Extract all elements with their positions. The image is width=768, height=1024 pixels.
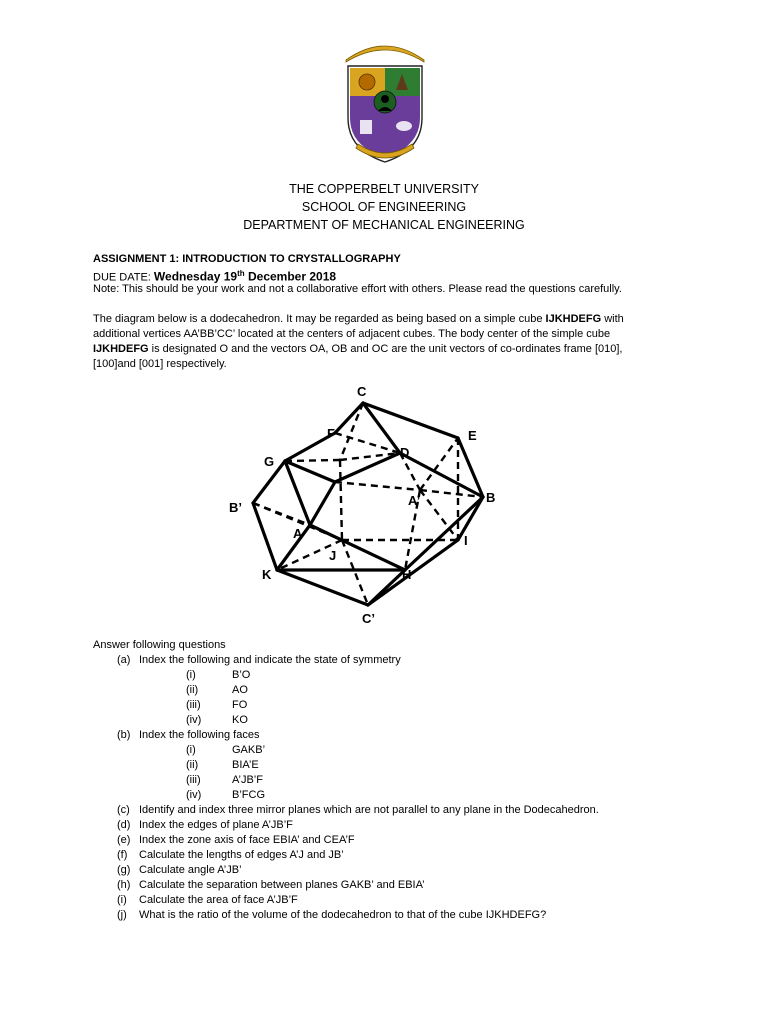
sub-item — [93, 713, 393, 728]
intro-cube-name-2: IJKHDEFG — [93, 343, 149, 355]
questions-intro: Answer following questions — [93, 639, 226, 651]
sub-item-value: B’O — [232, 669, 251, 681]
question-h — [93, 878, 713, 893]
intro-line-1c: with — [601, 313, 624, 325]
sub-item — [93, 668, 393, 683]
question-label: (h) — [117, 879, 131, 891]
question-label: (d) — [117, 819, 131, 831]
label-j: J — [329, 548, 337, 563]
sub-item-value: AO — [232, 684, 248, 696]
label-k: K — [262, 567, 272, 582]
sub-item — [93, 683, 393, 698]
question-text: Calculate the area of face A’JB’F — [139, 894, 298, 906]
intro-cube-name: IJKHDEFG — [545, 313, 602, 325]
question-text: Calculate the separation between planes GAKB’ and EBIA’ — [139, 879, 425, 891]
question-label: (c) — [117, 804, 130, 816]
question-label: (f) — [117, 849, 128, 861]
label-c-prime: C’ — [362, 611, 375, 626]
label-c: C — [357, 384, 367, 399]
intro-line-4: [100]and [001] respectively. — [93, 358, 227, 370]
sub-item-value: BIA’E — [232, 759, 259, 771]
question-text: Index the following faces — [139, 729, 260, 741]
school-name: SCHOOL OF ENGINEERING — [301, 200, 467, 214]
question-label: (b) — [117, 729, 131, 741]
sub-item — [93, 743, 393, 758]
sub-item-number: (iv) — [186, 789, 202, 801]
sub-item — [93, 698, 393, 713]
due-label: DUE DATE: — [93, 271, 154, 284]
label-i: I — [464, 533, 468, 548]
label-g: G — [264, 454, 275, 469]
university-crest-logo — [338, 40, 432, 166]
intro-line-3b: is designated O and the vectors OA, OB and OC are the unit vectors of co-ordinates frame [010], — [148, 343, 623, 355]
intro-line-2: additional vertices AA’BB’CC’ located at the centers of adjacent cubes. The body center of the simple cube — [93, 328, 611, 340]
label-b-prime: B’ — [229, 500, 242, 515]
sub-item-number: (ii) — [186, 759, 199, 771]
intro-line-3 — [93, 342, 622, 357]
intro-line-1a: The diagram below is a dodecahedron. It may be regarded as being based on a simple cube — [93, 313, 546, 325]
question-label: (j) — [117, 909, 127, 921]
label-e: E — [468, 428, 477, 443]
due-day: Wednesday 19 — [153, 269, 238, 284]
sub-item-value: GAKB’ — [232, 744, 266, 756]
sub-item-value: A’JB’F — [232, 774, 263, 786]
sub-item-number: (i) — [186, 669, 196, 681]
sub-item-value: FO — [232, 699, 248, 711]
assignment-title: ASSIGNMENT 1: INTRODUCTION TO CRYSTALLOGRAPHY — [93, 253, 401, 265]
label-d: D — [400, 445, 410, 460]
university-name: THE COPPERBELT UNIVERSITY — [289, 182, 479, 196]
sub-item-number: (ii) — [186, 684, 199, 696]
label-b: B — [486, 490, 496, 505]
sub-item — [93, 773, 393, 788]
intro-line-1 — [93, 312, 624, 327]
question-j — [93, 908, 713, 923]
question-label: (a) — [117, 654, 131, 666]
due-rest: December 2018 — [244, 269, 337, 284]
sub-item-value: B’FCG — [232, 789, 265, 801]
dodecahedron-diagram — [220, 380, 510, 630]
question-text: What is the ratio of the volume of the dodecahedron to that of the cube IJKHDEFG? — [139, 909, 547, 921]
question-d — [93, 818, 713, 833]
sub-item-number: (i) — [186, 744, 196, 756]
sub-item-value: KO — [232, 714, 248, 726]
assignment-note: Note: This should be your work and not a collaborative effort with others. Please read the questions carefully. — [93, 283, 622, 295]
question-c — [93, 803, 713, 818]
sub-item-number: (iii) — [186, 699, 201, 711]
label-h: H — [402, 567, 412, 582]
question-f — [93, 848, 713, 863]
department-name: DEPARTMENT OF MECHANICAL ENGINEERING — [243, 218, 525, 232]
sub-item — [93, 758, 393, 773]
label-a: A — [293, 526, 303, 541]
question-i — [93, 893, 713, 908]
question-text: Calculate angle A’JB’ — [139, 864, 242, 876]
due-sup: th — [237, 269, 245, 278]
question-text: Calculate the lengths of edges A’J and JB’ — [139, 849, 344, 861]
question-a — [93, 653, 693, 668]
question-text: Index the following and indicate the state of symmetry — [139, 654, 401, 666]
question-text: Index the zone axis of face EBIA’ and CEA’F — [139, 834, 355, 846]
question-label: (g) — [117, 864, 131, 876]
sub-item-number: (iv) — [186, 714, 202, 726]
question-b — [93, 728, 693, 743]
question-g — [93, 863, 713, 878]
sub-item — [93, 788, 393, 803]
solid-edges — [253, 403, 483, 605]
label-a-prime: A’ — [408, 493, 421, 508]
question-e — [93, 833, 713, 848]
question-label: (e) — [117, 834, 131, 846]
question-label: (i) — [117, 894, 127, 906]
label-f: F — [327, 426, 335, 441]
question-text: Identify and index three mirror planes which are not parallel to any plane in the Dodecahedron. — [139, 804, 599, 816]
question-text: Index the edges of plane A’JB’F — [139, 819, 293, 831]
sub-item-number: (iii) — [186, 774, 201, 786]
